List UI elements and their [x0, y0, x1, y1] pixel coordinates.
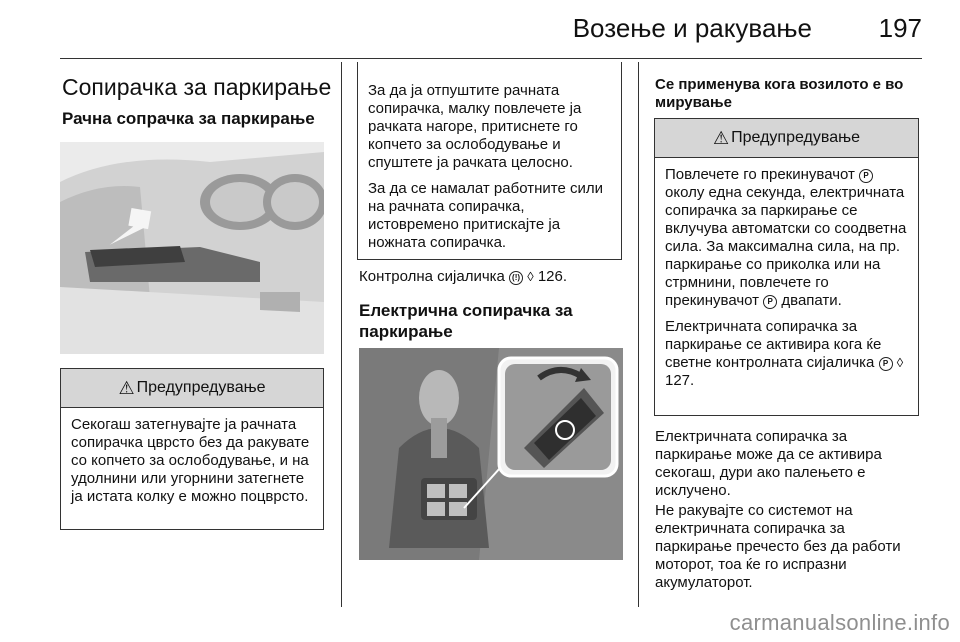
warning-header-electric — [655, 119, 918, 158]
warning-body — [61, 408, 323, 514]
electric-brake-warning-box — [654, 118, 919, 416]
battery-paragraph: Не ракувајте со системот на електричната сопирачка за паркирање пречесто без да работи моторот, тоа ќе го испразни акумулаторот. — [655, 502, 901, 591]
electric-warning-body — [655, 158, 918, 398]
parking-brake-switch-icon: P — [859, 169, 873, 183]
control-light-label: Контролна сијаличка — [359, 268, 505, 285]
hand-brake-illustration — [60, 142, 324, 354]
box-connector-right — [621, 62, 622, 74]
electric-brake-title: Електрична сопирачка за паркирање — [359, 301, 573, 341]
reference-arrow-icon: ◊ — [896, 355, 904, 370]
hand-brake-title: Рачна сопрачка за паркирање — [62, 109, 315, 128]
watermark: carmanualsonline.info — [729, 610, 950, 635]
electric-warning-paragraph-1 — [665, 166, 908, 310]
column-divider-left — [341, 62, 342, 607]
control-light-reference — [359, 268, 624, 286]
electric-warning-paragraph-2 — [665, 318, 908, 390]
warning-label: Предупредување — [136, 379, 266, 396]
box-connector-left — [357, 62, 358, 74]
warning-icon: ⚠ — [118, 377, 135, 398]
electric-warning-text-a2: околу една секунда, електричната сопирачка за паркирање се вклучува автоматски со соодветна сила. За максимална сила, на пр. паркирање со приколка или на стрмнини, повлечете го прекинувачот — [665, 184, 907, 309]
hand-brake-warning-box — [60, 368, 324, 530]
section-title: Сопирачка за паркирање — [62, 74, 332, 100]
electric-warning-text-a3: двапати. — [781, 292, 842, 309]
electric-warning-page: 127. — [665, 372, 695, 389]
electric-brake-illustration — [359, 348, 623, 560]
warning-icon: ⚠ — [713, 127, 730, 148]
electric-warning-text-b1: Електричната сопирачка за паркирање се активира кога ќе светне контролната сијаличка — [665, 318, 882, 371]
always-active-paragraph: Електричната сопирачка за паркирање може да се активира секогаш, дури ако палењето е исклучено. — [655, 428, 882, 499]
page-number: 197 — [878, 13, 922, 43]
header-rule — [60, 58, 922, 59]
warning-header — [61, 369, 323, 408]
release-instructions-box — [357, 74, 622, 260]
parking-brake-switch-icon: P — [763, 295, 777, 309]
brake-warning-light-icon: (!) — [509, 271, 523, 285]
release-instructions-text: За да ја отпуштите рачната сопирачка, малку повлечете ја рачката нагоре, притиснете го копчето за ослободување и спуштете ја рачката целосно. — [368, 82, 582, 171]
control-light-page: 126. — [537, 268, 568, 285]
parking-brake-light-icon: P — [879, 357, 893, 371]
hand-brake-warning-text: Секогаш затегнувајте ја рачната сопирачка цврсто без да ракувате со копчето за ослободување, и на удолнини или угорнини затегнете ја истата колку е можно поцврсто. — [71, 416, 310, 505]
reference-arrow-icon: ◊ — [527, 269, 534, 284]
column-divider-right — [638, 62, 639, 607]
hand-brake-photo — [60, 142, 324, 354]
warning-label-electric: Предупредување — [731, 129, 860, 146]
electric-warning-text-a1: Повлечете го прекинувачот — [665, 166, 855, 183]
vehicle-stationary-title: Се применува кога возилото е во мирување — [655, 76, 904, 111]
foot-brake-tip-text: За да се намалат работните сили на рачната сопирачка, истовремено притискајте ја ножната сопирачка. — [368, 180, 603, 251]
header-title: Возење и ракување — [572, 13, 812, 43]
electric-brake-photo — [359, 348, 623, 560]
